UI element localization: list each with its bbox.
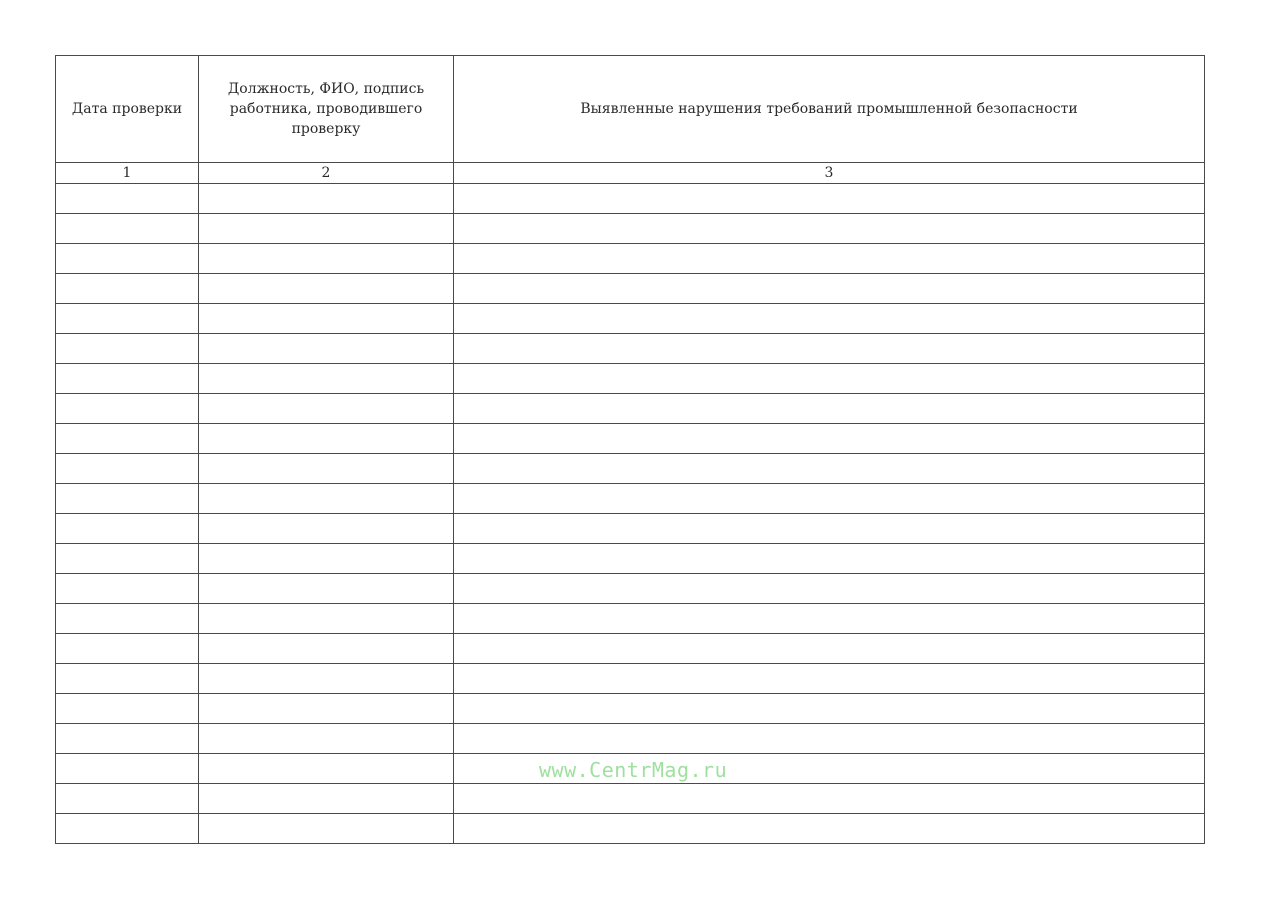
- table-cell[interactable]: [199, 664, 454, 694]
- table-cell[interactable]: [56, 274, 199, 304]
- table-row: [56, 574, 1205, 604]
- table-cell[interactable]: [454, 514, 1205, 544]
- inspection-log-table: [55, 55, 1205, 844]
- table-cell[interactable]: [199, 544, 454, 574]
- table-cell[interactable]: [56, 694, 199, 724]
- table-row: [56, 454, 1205, 484]
- column-number-1: 1: [56, 163, 199, 184]
- table-row: [56, 634, 1205, 664]
- table-row: [56, 364, 1205, 394]
- table-cell[interactable]: [199, 214, 454, 244]
- table-cell[interactable]: [454, 304, 1205, 334]
- table-cell[interactable]: [56, 424, 199, 454]
- table-row: [56, 814, 1205, 844]
- table-cell[interactable]: [199, 694, 454, 724]
- table-cell[interactable]: [454, 604, 1205, 634]
- table-cell[interactable]: [56, 454, 199, 484]
- table-cell[interactable]: [56, 724, 199, 754]
- table-cell[interactable]: [454, 334, 1205, 364]
- header-row: [56, 56, 1205, 163]
- table-cell[interactable]: [199, 244, 454, 274]
- table-cell[interactable]: [199, 334, 454, 364]
- table-row: [56, 304, 1205, 334]
- header-violations: Выявленные нарушения требований промышленной безопасности: [454, 56, 1205, 163]
- table-cell[interactable]: [454, 814, 1205, 844]
- table-cell[interactable]: [199, 784, 454, 814]
- table-cell[interactable]: [454, 364, 1205, 394]
- table-cell[interactable]: [56, 214, 199, 244]
- header-inspector: Должность, ФИО, подпись работника, проводившего проверку: [199, 56, 454, 163]
- table-cell[interactable]: [56, 304, 199, 334]
- table-row: [56, 334, 1205, 364]
- table-cell[interactable]: [454, 784, 1205, 814]
- table-cell[interactable]: [199, 604, 454, 634]
- table-row: [56, 484, 1205, 514]
- table-cell[interactable]: [199, 484, 454, 514]
- table-cell[interactable]: [199, 364, 454, 394]
- table-cell[interactable]: [454, 574, 1205, 604]
- table-cell[interactable]: [199, 574, 454, 604]
- table-cell[interactable]: [56, 184, 199, 214]
- table-cell[interactable]: [56, 784, 199, 814]
- table-cell[interactable]: [454, 394, 1205, 424]
- table-row: [56, 604, 1205, 634]
- table-cell[interactable]: [56, 544, 199, 574]
- table-cell[interactable]: [199, 814, 454, 844]
- table-cell[interactable]: [199, 634, 454, 664]
- table-cell[interactable]: [56, 604, 199, 634]
- table-cell[interactable]: [199, 454, 454, 484]
- table-cell[interactable]: [199, 754, 454, 784]
- table-body: [56, 184, 1205, 844]
- table-cell[interactable]: [199, 424, 454, 454]
- table-cell[interactable]: [56, 244, 199, 274]
- table-row: [56, 724, 1205, 754]
- table-cell[interactable]: [454, 184, 1205, 214]
- table-cell[interactable]: [56, 814, 199, 844]
- table-cell[interactable]: [56, 514, 199, 544]
- table-cell[interactable]: [454, 544, 1205, 574]
- table-cell[interactable]: [454, 634, 1205, 664]
- table-row: [56, 664, 1205, 694]
- table-cell[interactable]: [199, 724, 454, 754]
- table-cell[interactable]: [454, 274, 1205, 304]
- table-row: [56, 694, 1205, 724]
- table-row: [56, 424, 1205, 454]
- column-number-3: 3: [454, 163, 1205, 184]
- table-cell[interactable]: [454, 664, 1205, 694]
- table-cell[interactable]: [199, 274, 454, 304]
- table-cell[interactable]: [56, 574, 199, 604]
- table-cell[interactable]: [454, 214, 1205, 244]
- table-cell[interactable]: [56, 364, 199, 394]
- table-cell[interactable]: [56, 664, 199, 694]
- table-row: [56, 184, 1205, 214]
- table-cell[interactable]: [56, 754, 199, 784]
- table-cell[interactable]: [199, 304, 454, 334]
- table-row: [56, 784, 1205, 814]
- table-cell[interactable]: [454, 694, 1205, 724]
- table-cell[interactable]: [454, 454, 1205, 484]
- table-cell[interactable]: [454, 244, 1205, 274]
- column-number-row: [56, 163, 1205, 184]
- table-row: [56, 274, 1205, 304]
- table-cell[interactable]: [454, 724, 1205, 754]
- table-row: [56, 214, 1205, 244]
- table-cell[interactable]: [454, 424, 1205, 454]
- table-cell[interactable]: [56, 634, 199, 664]
- table-cell[interactable]: [199, 514, 454, 544]
- table-cell[interactable]: [454, 484, 1205, 514]
- header-inspection-date: Дата проверки: [56, 56, 199, 163]
- table-row: [56, 394, 1205, 424]
- table-cell[interactable]: [199, 394, 454, 424]
- watermark: www.CentrMag.ru: [539, 758, 728, 782]
- column-number-2: 2: [199, 163, 454, 184]
- table-cell[interactable]: [56, 394, 199, 424]
- table-cell[interactable]: [56, 334, 199, 364]
- table-row: [56, 244, 1205, 274]
- table-row: [56, 514, 1205, 544]
- table-row: [56, 544, 1205, 574]
- table-cell[interactable]: [56, 484, 199, 514]
- table-cell[interactable]: [199, 184, 454, 214]
